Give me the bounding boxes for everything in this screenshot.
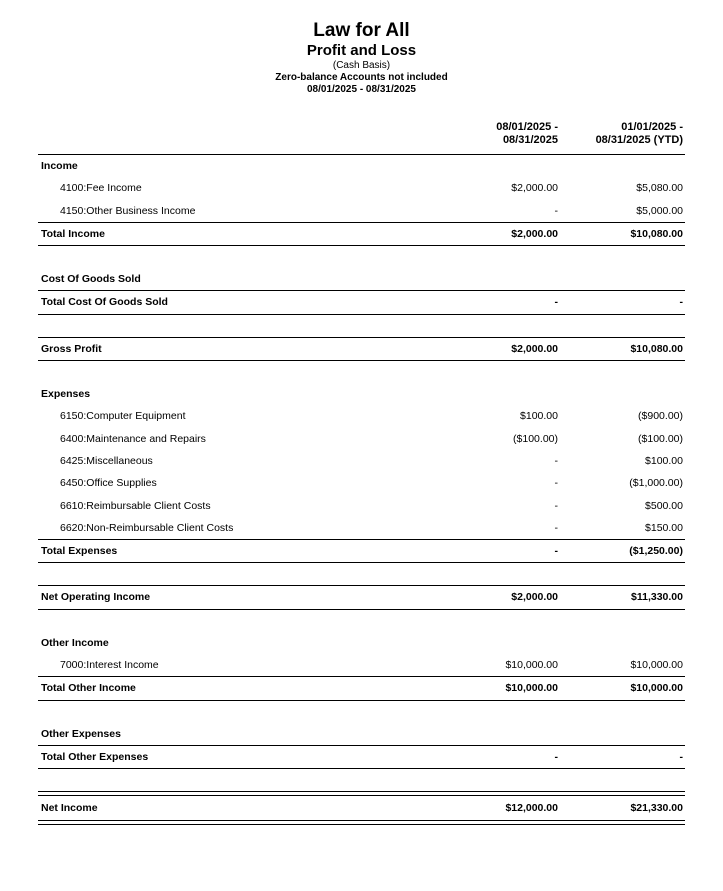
- spacer-row: [38, 769, 685, 791]
- row-label: 7000:Interest Income: [60, 659, 159, 672]
- spacer-row: [38, 361, 685, 383]
- section-header-row: [38, 723, 685, 745]
- value-month: $100.00: [520, 410, 558, 423]
- row-label: Net Income: [41, 802, 98, 815]
- row-label: Other Income: [41, 636, 109, 649]
- value-month: $12,000.00: [505, 802, 558, 815]
- account-row: [38, 177, 685, 199]
- value-month: $10,000.00: [505, 682, 558, 695]
- report-basis: (Cash Basis): [332, 60, 391, 71]
- value-ytd: ($1,250.00): [629, 545, 683, 558]
- value-month: -: [554, 521, 558, 534]
- value-ytd: ($900.00): [638, 410, 683, 423]
- section-header-row: [38, 268, 685, 290]
- value-month: -: [554, 454, 558, 467]
- value-ytd: -: [679, 750, 683, 763]
- net-income-rule-bottom: [38, 820, 685, 825]
- value-ytd: $5,080.00: [636, 182, 683, 195]
- row-label: 6620:Non-Reimbursable Client Costs: [60, 521, 234, 534]
- value-ytd: $500.00: [645, 499, 683, 512]
- account-row: [38, 450, 685, 472]
- column-header-ytd: 01/01/2025 - 08/31/2025 (YTD): [595, 121, 683, 146]
- total-row: [38, 676, 685, 700]
- account-row: [38, 200, 685, 222]
- total-row: [38, 337, 685, 361]
- net-income-row: [38, 797, 685, 819]
- row-label: 4150:Other Business Income: [60, 204, 196, 217]
- value-ytd: $10,080.00: [630, 227, 683, 240]
- value-ytd: $10,000.00: [630, 682, 683, 695]
- value-month: $10,000.00: [505, 659, 558, 672]
- total-row: [38, 222, 685, 246]
- row-label: 6425:Miscellaneous: [60, 454, 153, 467]
- row-label: Total Other Income: [41, 682, 136, 695]
- value-ytd: $10,080.00: [630, 342, 683, 355]
- section-header-row: [38, 632, 685, 654]
- total-row: [38, 585, 685, 609]
- section-header-row: [38, 383, 685, 405]
- row-label: Expenses: [41, 388, 91, 401]
- value-month: -: [554, 204, 558, 217]
- report-rows: [38, 155, 685, 825]
- value-month: -: [554, 296, 558, 309]
- row-label: Gross Profit: [41, 342, 102, 355]
- value-ytd: $100.00: [645, 454, 683, 467]
- total-row: [38, 290, 685, 314]
- value-month: -: [554, 477, 558, 490]
- value-month: $2,000.00: [511, 342, 558, 355]
- value-month: -: [554, 750, 558, 763]
- row-label: Total Cost Of Goods Sold: [41, 296, 168, 309]
- spacer-row: [38, 610, 685, 632]
- value-ytd: $11,330.00: [631, 591, 683, 604]
- row-label: Total Income: [41, 227, 105, 240]
- account-row: [38, 517, 685, 539]
- row-label: Cost Of Goods Sold: [41, 273, 141, 286]
- row-label: Total Expenses: [41, 545, 118, 558]
- value-ytd: $21,330.00: [630, 802, 683, 815]
- column-header-month: 08/01/2025 - 08/31/2025: [496, 121, 558, 146]
- row-label: Total Other Expenses: [41, 750, 149, 763]
- total-row: [38, 745, 685, 769]
- account-row: [38, 472, 685, 494]
- profit-loss-table: [38, 118, 685, 825]
- account-row: [38, 405, 685, 427]
- spacer-row: [38, 563, 685, 585]
- column-header-row: [38, 118, 685, 155]
- value-ytd: $150.00: [645, 521, 683, 534]
- report-note: Zero-balance Accounts not included: [275, 72, 448, 83]
- row-label: Income: [41, 160, 78, 172]
- report-period: 08/01/2025 - 08/31/2025: [307, 84, 416, 95]
- value-ytd: $10,000.00: [630, 659, 683, 672]
- value-ytd: -: [679, 296, 683, 309]
- row-label: 6450:Office Supplies: [60, 477, 157, 490]
- value-month: -: [554, 499, 558, 512]
- report-title: Profit and Loss: [306, 42, 417, 59]
- value-ytd: ($1,000.00): [629, 477, 683, 490]
- row-label: 6150:Computer Equipment: [60, 410, 186, 423]
- value-month: $2,000.00: [511, 227, 558, 240]
- total-row: [38, 539, 685, 563]
- row-label: 6610:Reimbursable Client Costs: [60, 499, 211, 512]
- row-label: 6400:Maintenance and Repairs: [60, 432, 206, 445]
- value-ytd: ($100.00): [638, 432, 683, 445]
- account-row: [38, 495, 685, 517]
- report-header: [0, 20, 723, 96]
- value-month: $2,000.00: [511, 591, 558, 604]
- value-month: -: [554, 545, 558, 558]
- account-row: [38, 428, 685, 450]
- company-name: Law for All: [313, 20, 410, 41]
- value-month: $2,000.00: [511, 182, 558, 195]
- spacer-row: [38, 246, 685, 268]
- value-month: ($100.00): [513, 432, 558, 445]
- row-label: Other Expenses: [41, 727, 121, 740]
- row-label: 4100:Fee Income: [60, 182, 142, 195]
- section-header-row: [38, 155, 685, 177]
- account-row: [38, 654, 685, 676]
- spacer-row: [38, 315, 685, 337]
- value-ytd: $5,000.00: [636, 204, 683, 217]
- spacer-row: [38, 701, 685, 723]
- row-label: Net Operating Income: [41, 591, 151, 604]
